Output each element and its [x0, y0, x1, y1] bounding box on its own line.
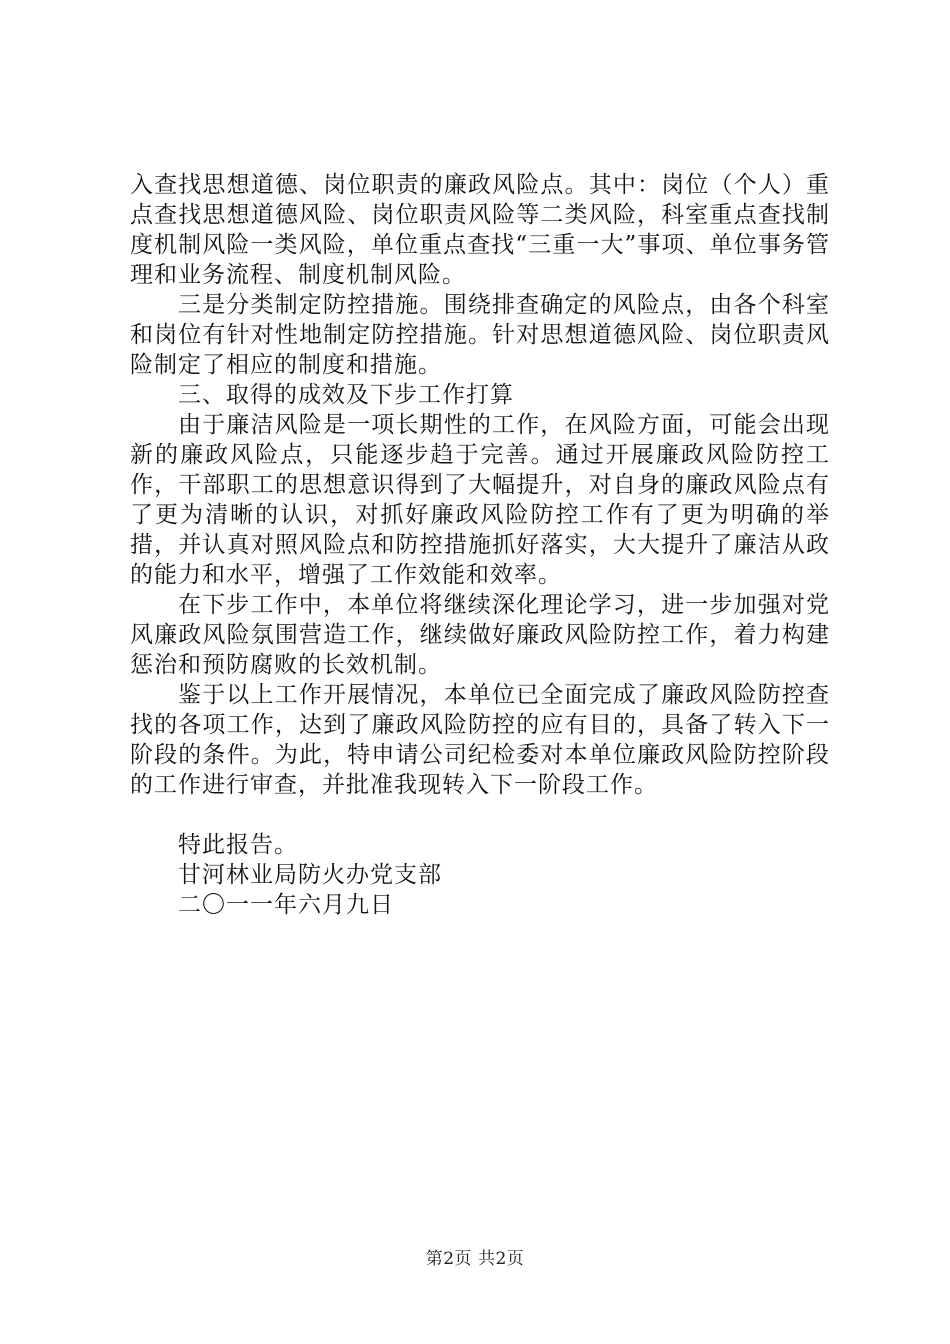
- closing-report-line: 特此报告。: [178, 832, 298, 858]
- blank-line: [130, 800, 830, 830]
- paragraph-continuation: 入查找思想道德、岗位职责的廉政风险点。其中：岗位（个人）重点查找思想道德风险、岗位职责风险等二类风险，科室重点查找制度机制风险一类风险，单位重点查找“三重一大”事项、单位事务管理和业务流程、制度机制风险。: [130, 172, 830, 288]
- closing-organization: 甘河林业局防火办党支部: [178, 862, 442, 888]
- paragraph-measures: 三是分类制定防控措施。围绕排查确定的风险点，由各个科室和岗位有针对性地制定防控措施。针对思想道德风险、岗位职责风险制定了相应的制度和措施。: [130, 292, 830, 378]
- paragraph-application: 鉴于以上工作开展情况，本单位已全面完成了廉政风险防控查找的各项工作，达到了廉政风险防控的应有目的，具备了转入下一阶段的条件。为此，特申请公司纪检委对本单位廉政风险防控阶段的工作进行审查，并批准我现转入下一阶段工作。: [130, 682, 830, 798]
- page-number-footer: 第2页 共2页: [425, 1249, 525, 1269]
- document-body: [130, 170, 830, 920]
- paragraph-results: 由于廉洁风险是一项长期性的工作，在风险方面，可能会出现新的廉政风险点，只能逐步趋于完善。通过开展廉政风险防控工作，干部职工的思想意识得到了大幅提升，对自身的廉政风险点有了更为清晰的认识，对抓好廉政风险防控工作有了更为明确的举措，并认真对照风险点和防控措施抓好落实，大大提升了廉洁从政的能力和水平，增强了工作效能和效率。: [130, 412, 830, 588]
- closing-date: 二〇一一年六月九日: [178, 892, 394, 918]
- section-heading: 三、取得的成效及下步工作打算: [178, 382, 514, 408]
- paragraph-next-steps: 在下步工作中，本单位将继续深化理论学习，进一步加强对党风廉政风险氛围营造工作，继续做好廉政风险防控工作，着力构建惩治和预防腐败的长效机制。: [130, 592, 830, 678]
